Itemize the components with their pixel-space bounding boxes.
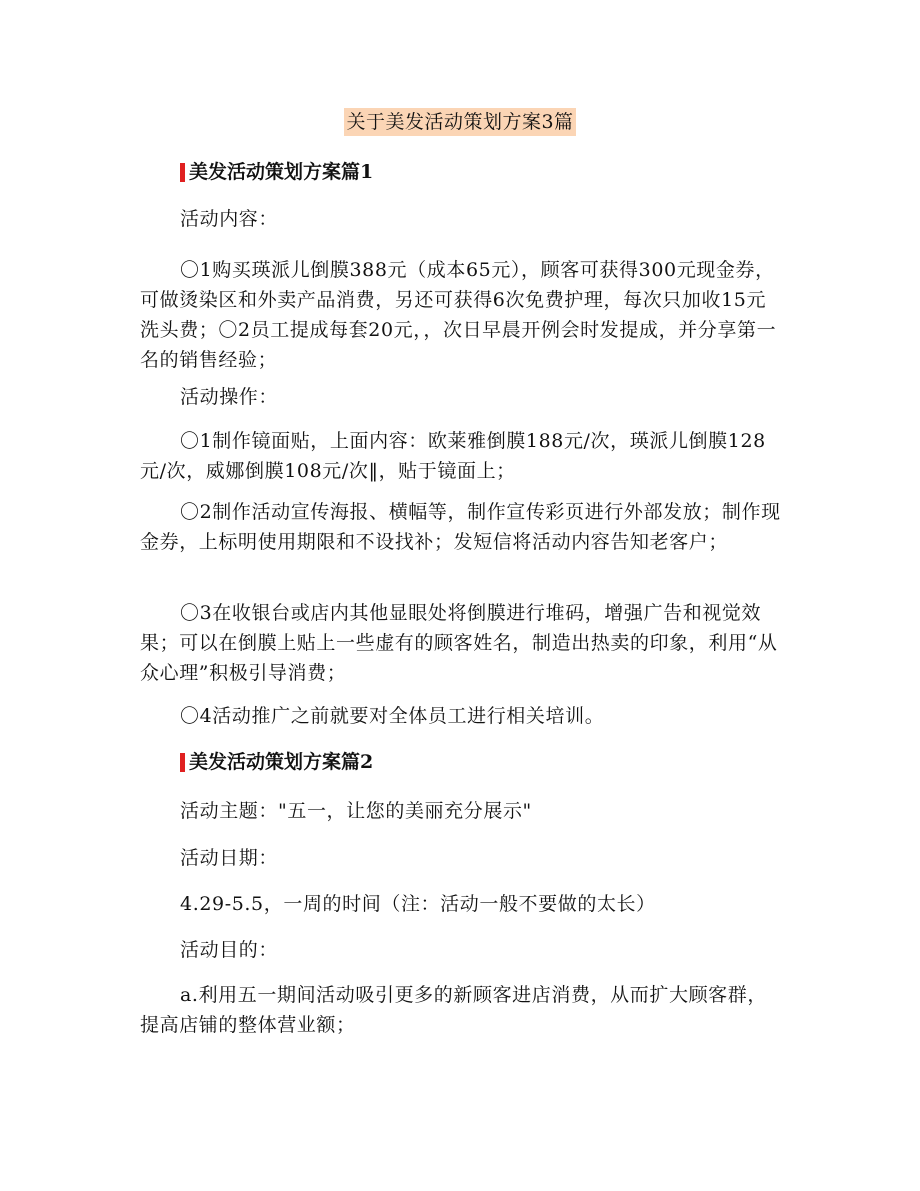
operation-step-1: 〇1制作镜面贴，上面内容：欧莱雅倒膜188元/次，瑛派儿倒膜128元/次，威娜倒膜108元/次‖，贴于镜面上；	[140, 430, 766, 482]
content-paragraph: 〇1购买瑛派儿倒膜388元（成本65元），顾客可获得300元现金券，可做烫染区和外卖产品消费，另还可获得6次免费护理，每次只加收15元洗头费；〇2员工提成每套20元，，次日早晨开例会时发提成，并分享第一名的销售经验；	[140, 259, 777, 371]
section-2-heading	[180, 748, 373, 776]
heading-marker	[180, 753, 185, 772]
operation-step-3: 〇3在收银台或店内其他显眼处将倒膜进行堆码，增强广告和视觉效果；可以在倒膜上贴上一些虚有的顾客姓名，制造出热卖的印象，利用“从众心理”积极引导消费；	[140, 602, 778, 684]
heading-marker	[180, 163, 185, 182]
document-title: 关于美发活动策划方案3篇	[344, 108, 575, 136]
section-2-heading-text: 美发活动策划方案篇2	[189, 751, 374, 773]
operation-step-4: 〇4活动推广之前就要对全体员工进行相关培训。	[180, 705, 605, 727]
section-1-heading-text: 美发活动策划方案篇1	[189, 161, 374, 183]
activity-purpose-label: 活动目的：	[180, 939, 279, 961]
content-label: 活动内容：	[180, 208, 279, 230]
activity-theme: 活动主题："五一，让您的美丽充分展示"	[180, 800, 532, 822]
operation-step-2: 〇2制作活动宣传海报、横幅等，制作宣传彩页进行外部发放；制作现金券，上标明使用期限和不设找补；发短信将活动内容告知老客户；	[140, 501, 781, 553]
activity-date-value: 4.29-5.5，一周的时间（注：活动一般不要做的太长）	[180, 893, 656, 915]
operation-label: 活动操作：	[180, 386, 279, 408]
activity-purpose-a: a.利用五一期间活动吸引更多的新顾客进店消费，从而扩大顾客群，提高店铺的整体营业额；	[140, 984, 767, 1036]
activity-date-label: 活动日期：	[180, 847, 279, 869]
section-1-heading	[180, 158, 373, 186]
document-title-container	[0, 108, 920, 136]
